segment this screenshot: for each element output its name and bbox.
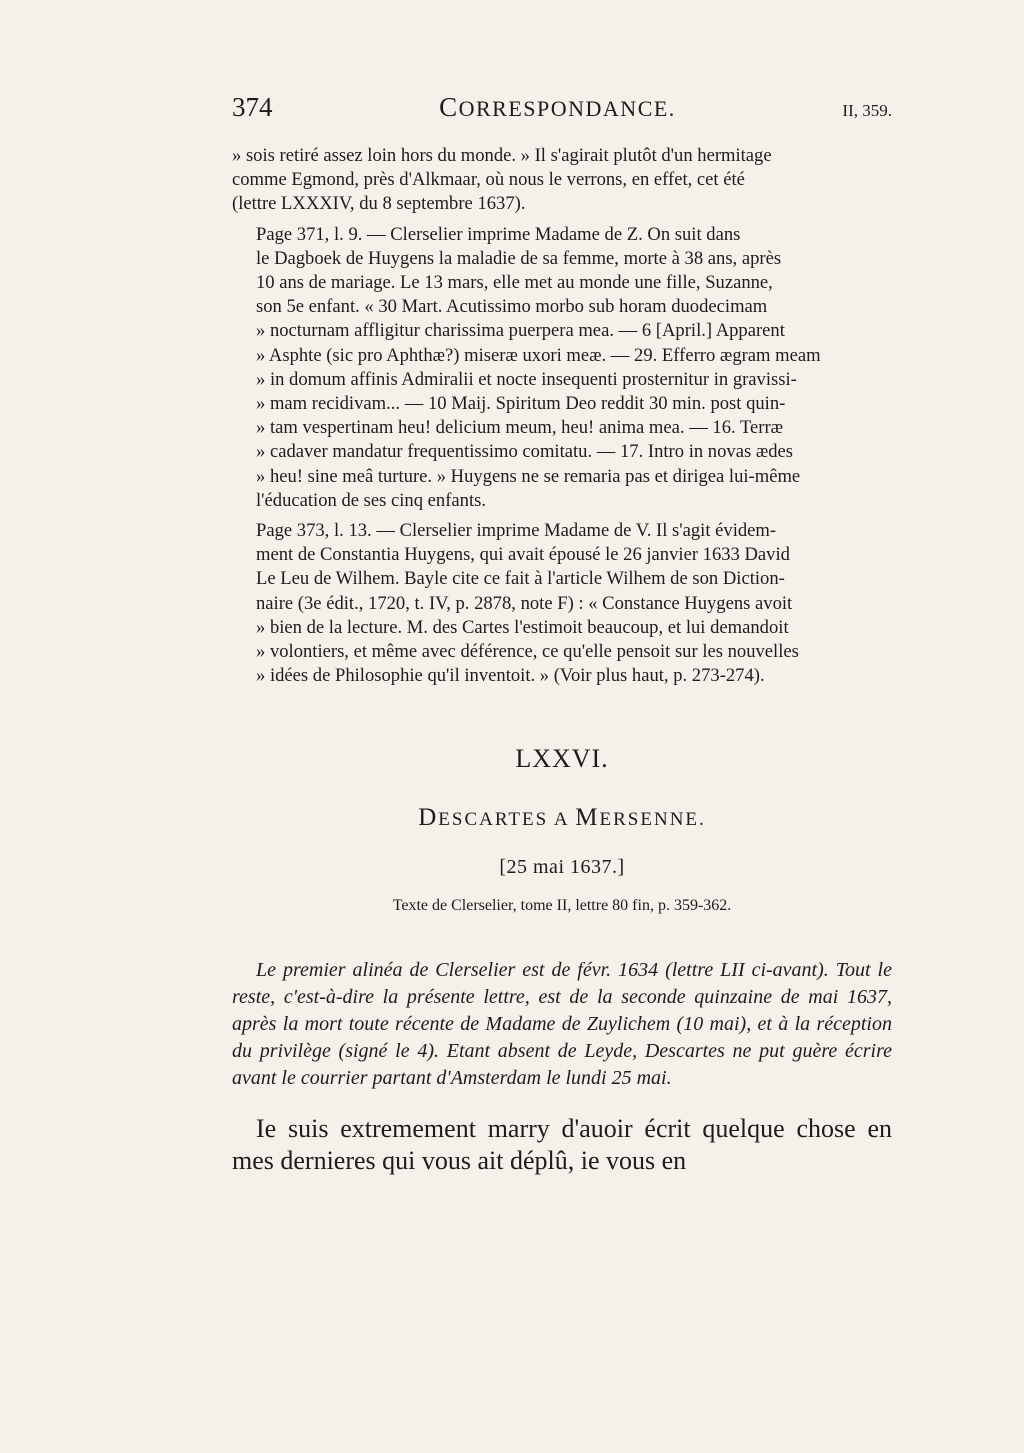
letter-title	[232, 804, 892, 832]
title-a: A	[553, 809, 569, 831]
running-title-initial: C	[439, 92, 459, 122]
letter-date: [25 mai 1637.]	[499, 856, 625, 879]
letter-number: LXXVI.	[515, 744, 609, 774]
letter-source: Texte de Clerselier, tome II, lettre 80 fin, p. 359-362.	[392, 897, 732, 915]
letter-text: Ie suis extremement marry d'auoir écrit quelque chose en mes dernieres qui vous ait déplû, ie vous en	[232, 1114, 892, 1176]
title-escartes: ESCARTES	[438, 809, 549, 831]
document-page	[232, 92, 892, 1177]
note-line: comme Egmond, près d'Alkmaar, où nous le verrons, en effet, cet été	[232, 169, 745, 191]
note-paragraph-1	[232, 144, 892, 217]
note-line: l'éducation de ses cinq enfants.	[256, 489, 487, 511]
note-line: » mam recidivam... — 10 Maij. Spiritum Deo reddit 30 min. post quin-	[256, 393, 786, 415]
note-line: » cadaver mandatur frequentissimo comitatu. — 17. Intro in novas ædes	[256, 441, 794, 463]
note-line: Page 373, l. 13. — Clerselier imprime Madame de V. Il s'agit évidem-	[256, 520, 777, 542]
note-line: » tam vespertinam heu! delicium meum, heu! anima mea. — 16. Terræ	[256, 417, 784, 439]
note-paragraph-2	[232, 223, 892, 513]
title-initial-m: M	[575, 804, 600, 832]
note-line: Le Leu de Wilhem. Bayle cite ce fait à l'article Wilhem de son Diction-	[256, 568, 785, 590]
note-line: Page 371, l. 9. — Clerselier imprime Madame de Z. On suit dans	[256, 223, 741, 245]
page-header	[232, 92, 892, 132]
note-line: » Asphte (sic pro Aphthæ?) miseræ uxori meæ. — 29. Efferro ægram meam	[256, 344, 821, 366]
editor-introduction: Le premier alinéa de Clerselier est de févr. 1634 (lettre LII ci-avant). Tout le reste, c'est-à-dire la présente lettre, est de la seconde quinzaine de mai 1637, après la mort toute récente de Madame de Zuylichem (10 mai), et à la réception du privilège (signé le 4). Etant absent de Leyde, Descartes ne put guère écrire avant le courrier partant d'Amsterdam le lundi 25 mai.	[232, 959, 892, 1089]
page-reference: II, 359.	[842, 101, 892, 120]
note-paragraph-3	[232, 519, 892, 688]
note-line: son 5e enfant. « 30 Mart. Acutissimo morbo sub horam duodecimam	[256, 296, 768, 318]
page-number: 374	[232, 92, 273, 122]
note-line: » sois retiré assez loin hors du monde. » Il s'agirait plutôt d'un hermitage	[232, 145, 772, 166]
note-line: » in domum affinis Admiralii et nocte insequenti prosternitur in gravissi-	[256, 368, 797, 390]
note-line: 10 ans de mariage. Le 13 mars, elle met au monde une fille, Suzanne,	[256, 272, 773, 294]
note-line: naire (3e édit., 1720, t. IV, p. 2878, note F) : « Constance Huygens avoit	[256, 592, 793, 614]
running-title	[439, 92, 676, 123]
footnotes	[232, 144, 892, 688]
title-initial-d: D	[418, 804, 439, 832]
note-line: ment de Constantia Huygens, qui avait épousé le 26 janvier 1633 David	[256, 544, 790, 566]
note-line: » idées de Philosophie qu'il inventoit. » (Voir plus haut, p. 273-274).	[256, 665, 765, 687]
note-line: » volontiers, et même avec déférence, ce qu'elle pensoit sur les nouvelles	[256, 641, 799, 663]
note-line: (lettre LXXXIV, du 8 septembre 1637).	[232, 193, 526, 215]
note-line: » nocturnam affligitur charissima puerpera mea. — 6 [April.] Apparent	[256, 320, 785, 342]
title-ersenne: ERSENNE.	[599, 809, 706, 831]
note-line: le Dagboek de Huygens la maladie de sa femme, morte à 38 ans, après	[256, 247, 782, 269]
note-line: » heu! sine meâ turture. » Huygens ne se remaria pas et dirigea lui-même	[256, 465, 801, 487]
running-title-rest: ORRESPONDANCE.	[458, 96, 676, 121]
note-line: » bien de la lecture. M. des Cartes l'estimoit beaucoup, et lui demandoit	[256, 616, 789, 638]
